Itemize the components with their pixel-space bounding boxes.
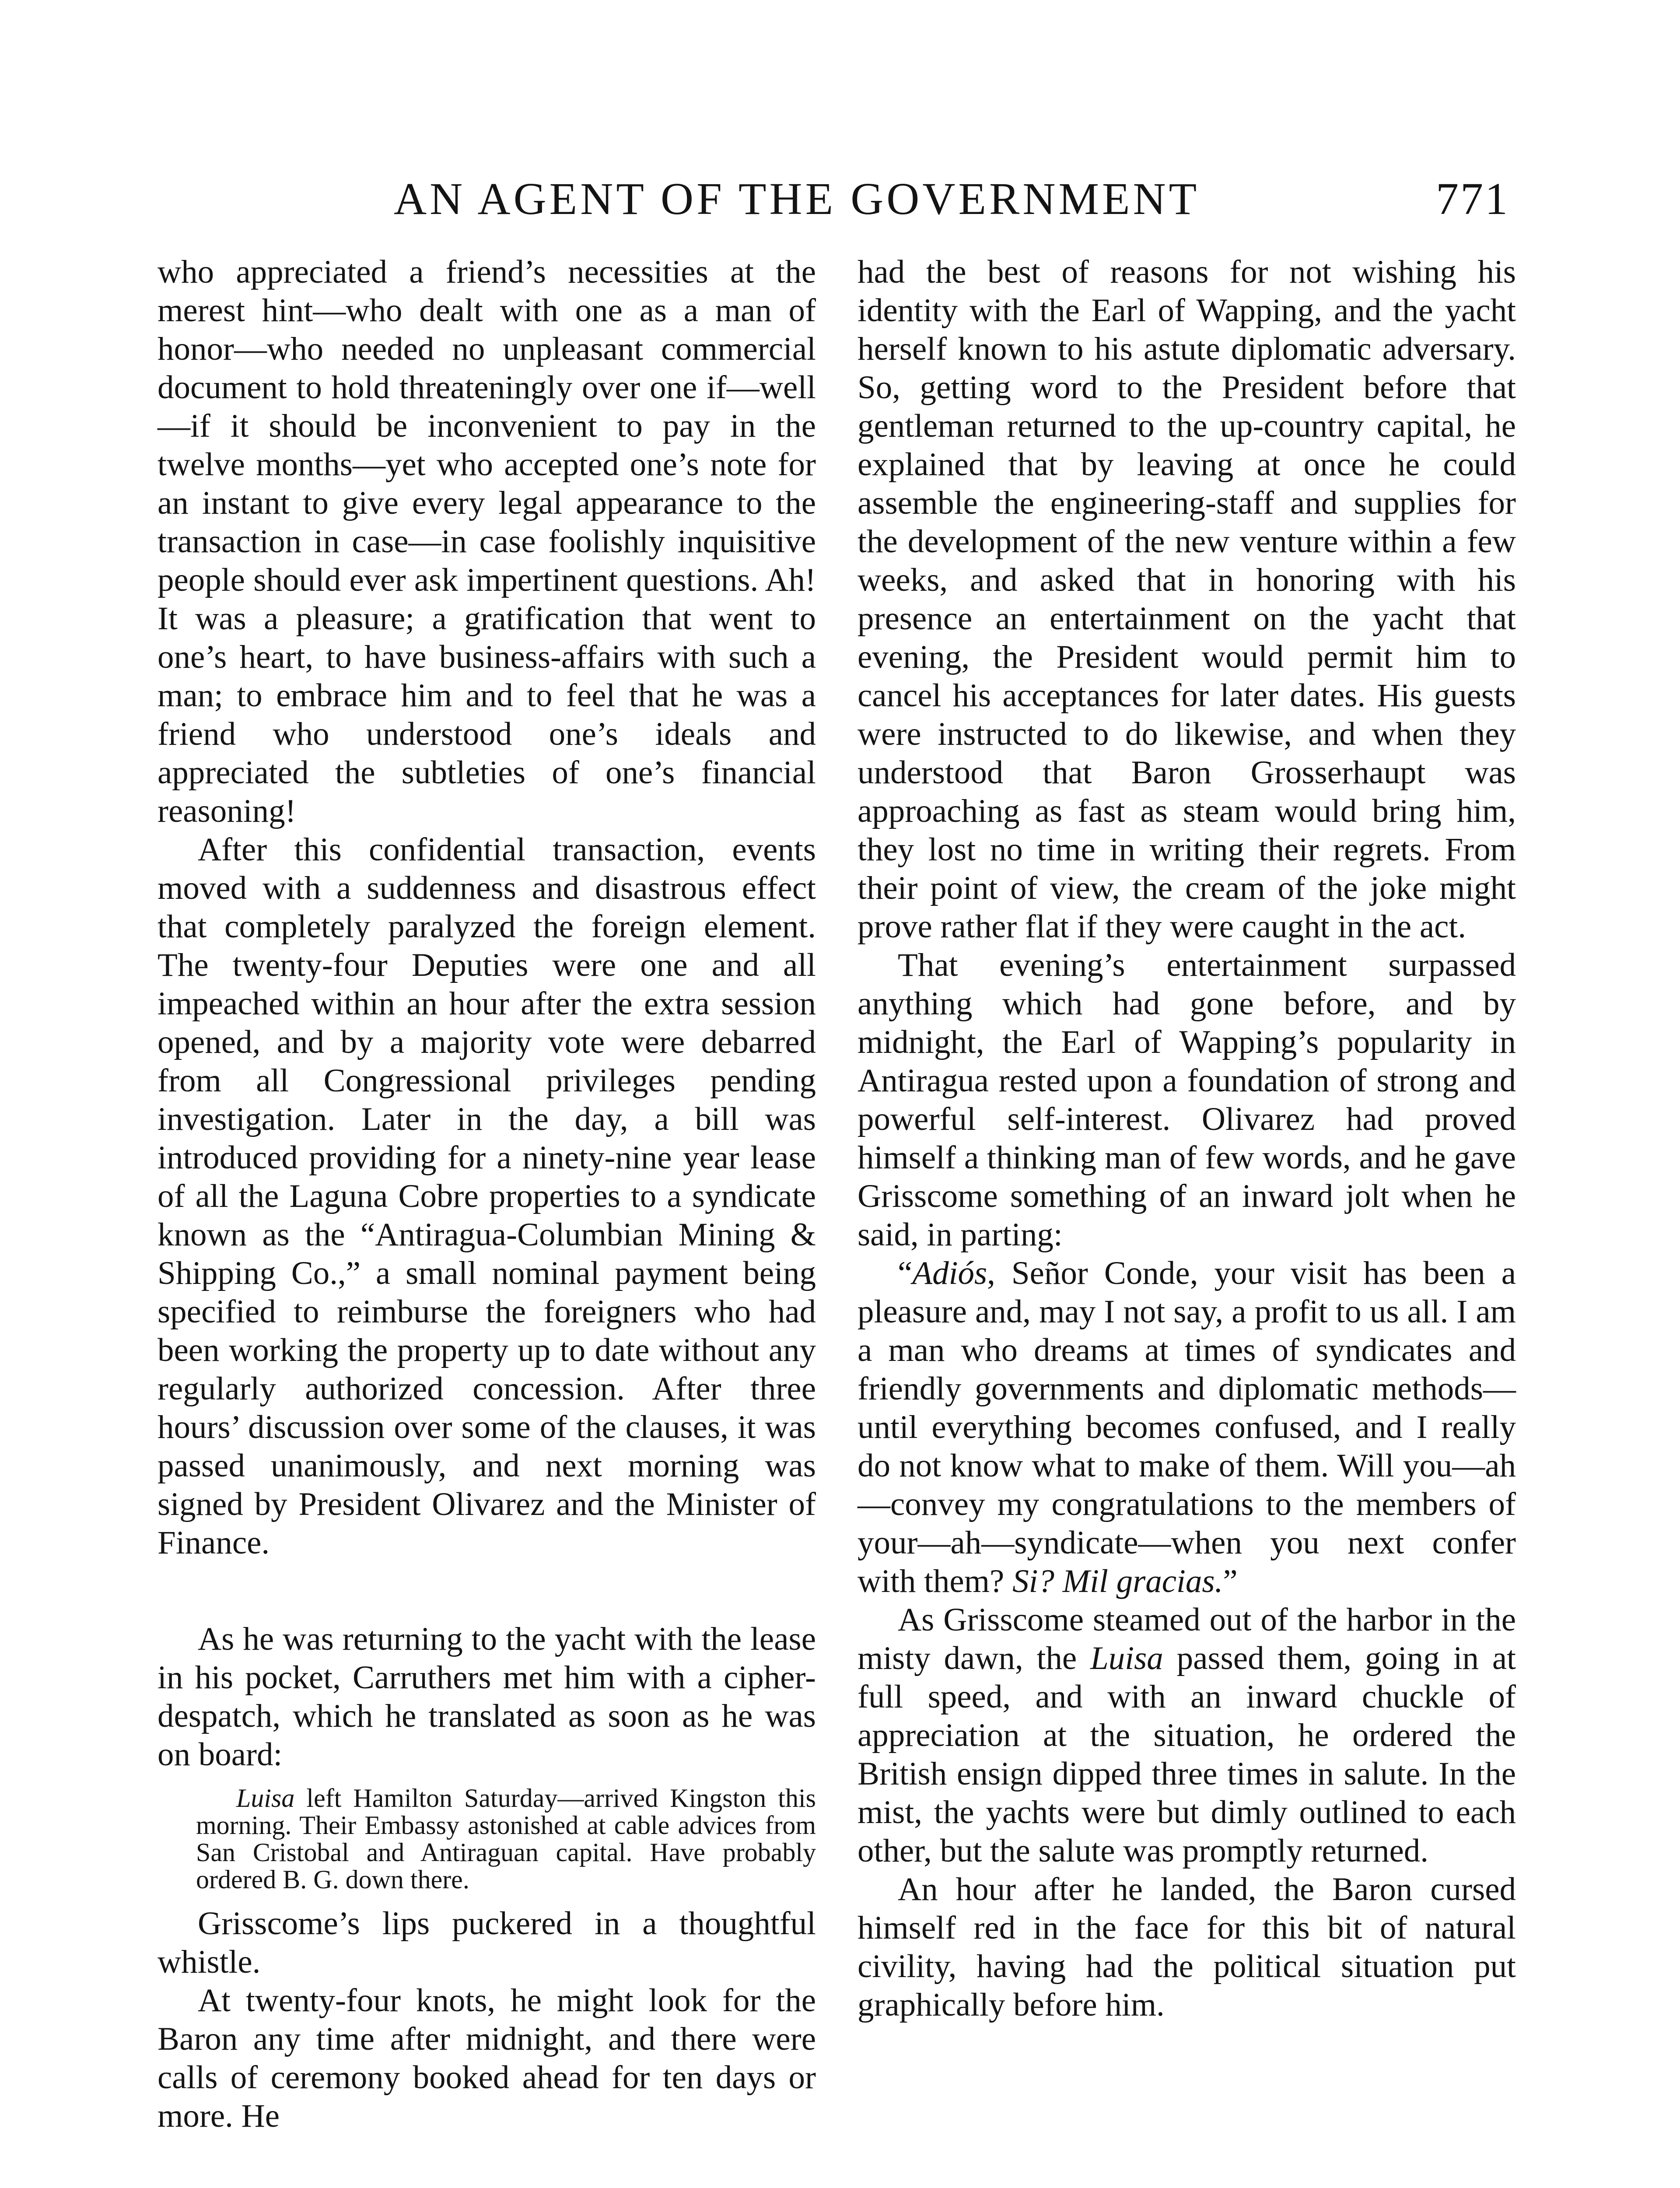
page-number: 771 xyxy=(1436,174,1509,224)
running-title: AN AGENT OF THE GOVERNMENT xyxy=(394,174,1200,224)
paragraph: Grisscome’s lips puckered in a thoughtful whistle. xyxy=(158,1905,816,1980)
paragraph: As Grisscome steamed out of the harbor in the misty dawn, the Luisa passed them, going in at full speed, and with an inward chuckle of appreciation at the situation, he ordered the British ensign dipped three times in salute. In the mist, the yachts were but dimly outlined to each other, but the salute was promptly returned. xyxy=(858,1602,1516,1869)
left-column xyxy=(158,253,816,2135)
paragraph: At twenty-four knots, he might look for the Baron any time after midnight, and there were calls of ceremony booked ahead for ten days or more. He xyxy=(158,1982,816,2134)
paragraph: As he was returning to the yacht with the lease in his pocket, Carruthers met him with a cipher-despatch, which he translated as soon as he was on board: xyxy=(158,1621,816,1773)
ship-name: Luisa xyxy=(236,1784,295,1813)
paragraph: An hour after he landed, the Baron cursed himself red in the face for this bit of natural civility, having had the political situation put graphically before him. xyxy=(858,1871,1516,2023)
spanish-word: Adiós xyxy=(912,1255,987,1291)
paragraph: who appreciated a friend’s necessities at the merest hint—who dealt with one as a man of honor—who needed no unpleasant commercial document to hold threateningly over one if—well—if it should be inconvenient to pay in the twelve months—yet who accepted one’s note for an instant to give every legal appearance to the transaction in case—in case foolishly inquisitive people should ever ask impertinent questions. Ah! It was a pleasure; a gratification that went to one’s heart, to have business-affairs with such a man; to embrace him and to feel that he was a friend who understood one’s ideals and appreciated the subtleties of one’s financial reasoning! xyxy=(158,254,816,829)
despatch-text: Luisa left Hamilton Saturday—arrived Kingston this morning. Their Embassy astonished at cable advices from San Cristobal and Antiraguan capital. Have probably ordered B. G. down there. xyxy=(196,1784,816,1894)
cipher-despatch xyxy=(196,1785,816,1893)
right-column xyxy=(858,253,1516,2024)
paragraph: That evening’s entertainment surpassed anything which had gone before, and by midnight, the Earl of Wapping’s popularity in Antiragua rested upon a foundation of strong and powerful self-interest. Olivarez had proved himself a thinking man of few words, and he gave Grisscome something of an inward jolt when he said, in parting: xyxy=(858,947,1516,1253)
running-head xyxy=(158,173,1522,230)
paragraph: had the best of reasons for not wishing his identity with the Earl of Wapping, and the yacht herself known to his astute diplomatic adversary. So, getting word to the President before that gentleman returned to the up-country capital, he explained that by leaving at once he could assemble the engineering-staff and supplies for the development of the new venture within a few weeks, and asked that in honoring with his presence an entertainment on the yacht that evening, the President would permit him to cancel his acceptances for later dates. His guests were instructed to do likewise, and when they understood that Baron Grosserhaupt was approaching as fast as steam would bring him, they lost no time in writing their regrets. From their point of view, the cream of the joke might prove rather flat if they were caught in the act. xyxy=(858,254,1516,945)
paragraph: After this confidential transaction, events moved with a suddenness and disastrous effect that completely paralyzed the foreign element. The twenty-four Deputies were one and all impeached within an hour after the extra session opened, and by a majority vote were debarred from all Congressional privileges pending investigation. Later in the day, a bill was introduced providing for a ninety-nine year lease of all the Laguna Cobre properties to a syndicate known as the “Antiragua-Columbian Mining & Shipping Co.,” a small nominal payment being specified to reimburse the foreigners who had been working the property up to date without any regularly authorized concession. After three hours’ discussion over some of the clauses, it was passed unanimously, and next morning was signed by President Olivarez and the Minister of Finance. xyxy=(158,831,816,1561)
spanish-phrase: Si? Mil gracias. xyxy=(1012,1563,1223,1599)
paragraph: “Adiós, Señor Conde, your visit has been a pleasure and, may I not say, a profit to us all. I am a man who dreams at times of syndicates and friendly governments and diplomatic methods—until everything becomes confused, and I really do not know what to make of them. Will you—ah—convey my congratulations to the members of your—ah—syndicate—when you next confer with them? Si? Mil gracias.” xyxy=(858,1255,1516,1599)
ship-name: Luisa xyxy=(1090,1640,1163,1676)
section-break xyxy=(158,1562,816,1620)
